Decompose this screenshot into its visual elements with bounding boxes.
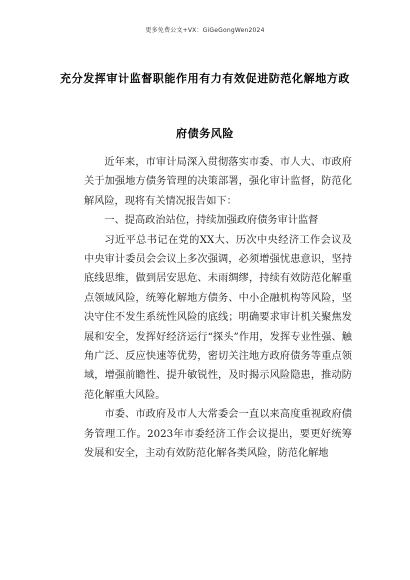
body-paragraph-1: 习近平总书记在党的XX大、历次中央经济工作会议及中央审计委员会会议上多次强调，必须增强忧患意识，坚持底线思维，做到居安思危、未雨绸缪，持续有效防范化解重点领域风险，统筹化解地方债务、中小企融机构等风险，坚决守住不发生系统性风险的底线；明确要求审计机关聚焦发展和安全，发挥好经济运行“探头”作用，发挥专业性强、触角广泛、反应快速等优势，密切关注地方政府债务等重点领域，增强前瞻性、提升敏锐性，及时揭示风险隐患，推动防范化解重大风险。 [84,234,352,401]
document-body [84,153,352,464]
header-note: 更多免费公文+VX：GiGeGongWen2024 [145,27,265,34]
section-heading-1: 一、提高政治站位，持续加强政府债务审计监督 [104,215,319,227]
intro-paragraph: 近年来，市审计局深入贯彻落实市委、市人大、市政府关于加强地方债务管理的决策部署，强化审计监督，防范化解风险，现将有关情况报告如下： [84,157,352,207]
document-title-line-2: 府债务风险 [176,127,234,140]
body-paragraph-2: 市委、市政府及市人大常委会一直以来高度重视政府债务管理工作。2023年市委经济工作会议提出，要更好统筹发展和安全，主动有效防范化解各类风险，防范化解地 [84,409,352,460]
document-title-line-1: 充分发挥审计监督职能作用有力有效促进防范化解地方政 [60,72,350,85]
